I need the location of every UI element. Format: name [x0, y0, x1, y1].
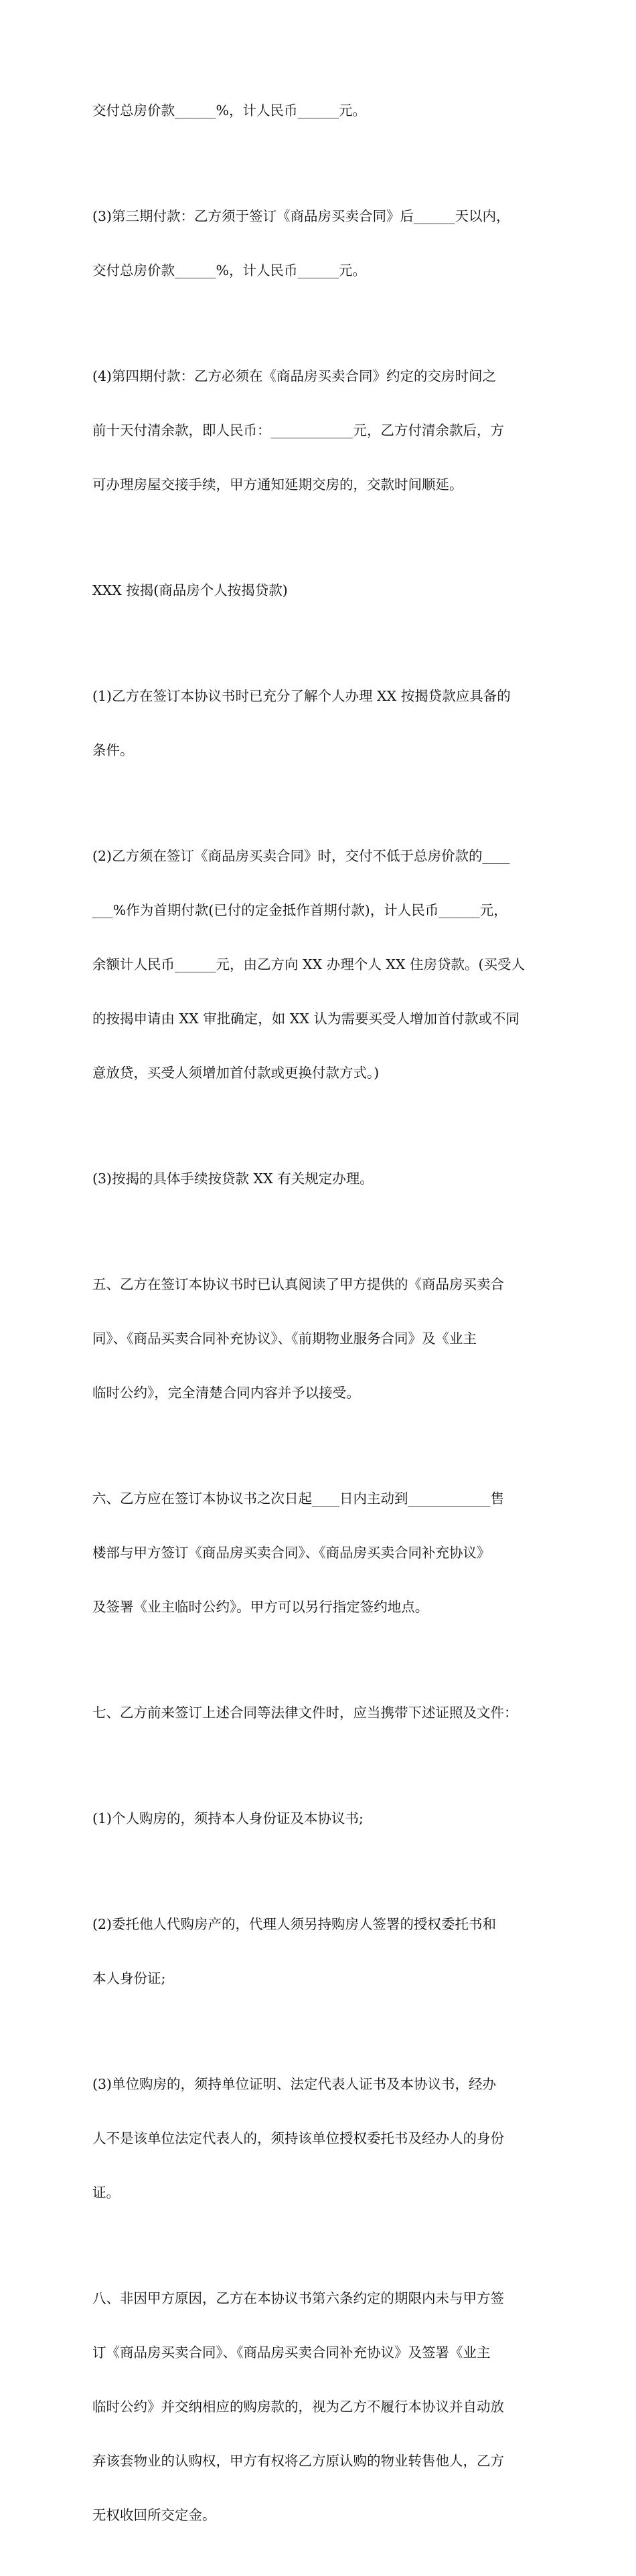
text-line: 余额计人民币______元，由乙方向 XX 办理个人 XX 住房贷款。(买受人	[92, 956, 525, 972]
text-line: 弃该套物业的认购权，甲方有权将乙方原认购的物业转售他人，乙方	[92, 2453, 504, 2469]
text-line: (3)单位购房的，须持单位证明、法定代表人证书及本协议书，经办	[92, 2076, 497, 2092]
text-line: 五、乙方在签订本协议书时已认真阅读了甲方提供的《商品房买卖合	[92, 1276, 504, 1292]
text-line: (3)按揭的具体手续按贷款 XX 有关规定办理。	[92, 1171, 374, 1187]
text-line: (2)委托他人代购房产的，代理人须另持购房人签署的授权委托书和	[92, 1916, 497, 1932]
paragraph-fourth-installment	[92, 331, 545, 530]
text-line: 临时公约》，完全清楚合同内容并予以接受。	[92, 1385, 360, 1401]
text-line: 本人身份证;	[92, 1970, 166, 1986]
text-line: 八、非因甲方原因，乙方在本协议书第六条约定的期限内未与甲方签	[92, 2290, 504, 2306]
paragraph-clause-7-item-2	[92, 1879, 545, 2024]
paragraph-mortgage-heading	[92, 545, 545, 636]
paragraph-mortgage-2	[92, 811, 545, 1118]
text-line: 的按揭申请由 XX 审批确定，如 XX 认为需要买受人增加首付款或不同	[92, 1011, 520, 1027]
paragraph-mortgage-3	[92, 1134, 545, 1224]
text-line: 楼部与甲方签订《商品房买卖合同》、《商品房买卖合同补充协议》	[92, 1545, 491, 1561]
text-line: 交付总房价款______%，计人民币______元。	[92, 102, 366, 118]
text-line: (1)个人购房的，须持本人身份证及本协议书;	[92, 1810, 364, 1826]
paragraph-clause-8	[92, 2253, 545, 2561]
paragraph-clause-5	[92, 1239, 545, 1438]
paragraph-clause-7-item-1	[92, 1774, 545, 1864]
text-line: (4)第四期付款：乙方必须在《商品房买卖合同》约定的交房时间之	[92, 368, 497, 384]
text-line: 无权收回所交定金。	[92, 2507, 216, 2523]
paragraph-clause-7	[92, 1668, 545, 1758]
text-line: 订《商品房买卖合同》、《商品房买卖合同补充协议》及签署《业主	[92, 2344, 491, 2360]
paragraph-third-installment	[92, 171, 545, 316]
text-line: (1)乙方在签订本协议书时已充分了解个人办理 XX 按揭贷款应具备的	[92, 688, 511, 704]
paragraph-clause-6	[92, 1454, 545, 1652]
paragraph-payment-tail	[92, 66, 545, 156]
text-line: ___%作为首期付款(已付的定金抵作首期付款)，计人民币______元，	[92, 902, 507, 918]
text-line: 及签署《业主临时公约》。甲方可以另行指定签约地点。	[92, 1599, 429, 1615]
text-line: 证。	[92, 2184, 120, 2201]
text-line: 同》、《商品买卖合同补充协议》、《前期物业服务合同》及《业主	[92, 1330, 477, 1347]
text-line: 交付总房价款______%，计人民币______元。	[92, 262, 366, 278]
text-line: 七、乙方前来签订上述合同等法律文件时，应当携带下述证照及文件：	[92, 1705, 518, 1721]
text-line: 人不是该单位法定代表人的，须持该单位授权委托书及经办人的身份	[92, 2130, 504, 2146]
text-line: (2)乙方须在签订《商品房买卖合同》时，交付不低于总房价款的____	[92, 848, 510, 864]
document-page	[92, 66, 545, 2576]
text-line: 意放贷，买受人须增加首付款或更换付款方式。)	[92, 1065, 380, 1081]
text-line: XXX 按揭(商品房个人按揭贷款)	[92, 582, 288, 598]
text-line: 可办理房屋交接手续，甲方通知延期交房的，交款时间顺延。	[92, 477, 463, 493]
paragraph-mortgage-1	[92, 651, 545, 796]
text-line: 条件。	[92, 742, 134, 758]
text-line: 六、乙方应在签订本协议书之次日起____日内主动到____________售	[92, 1490, 504, 1507]
text-line: 临时公约》并交纳相应的购房款的，视为乙方不履行本协议并自动放	[92, 2399, 504, 2415]
paragraph-clause-7-item-3	[92, 2039, 545, 2238]
text-line: (3)第三期付款：乙方须于签订《商品房买卖合同》后______天以内，	[92, 208, 510, 224]
text-line: 前十天付清余款，即人民币：____________元，乙方付清余款后，方	[92, 422, 504, 438]
